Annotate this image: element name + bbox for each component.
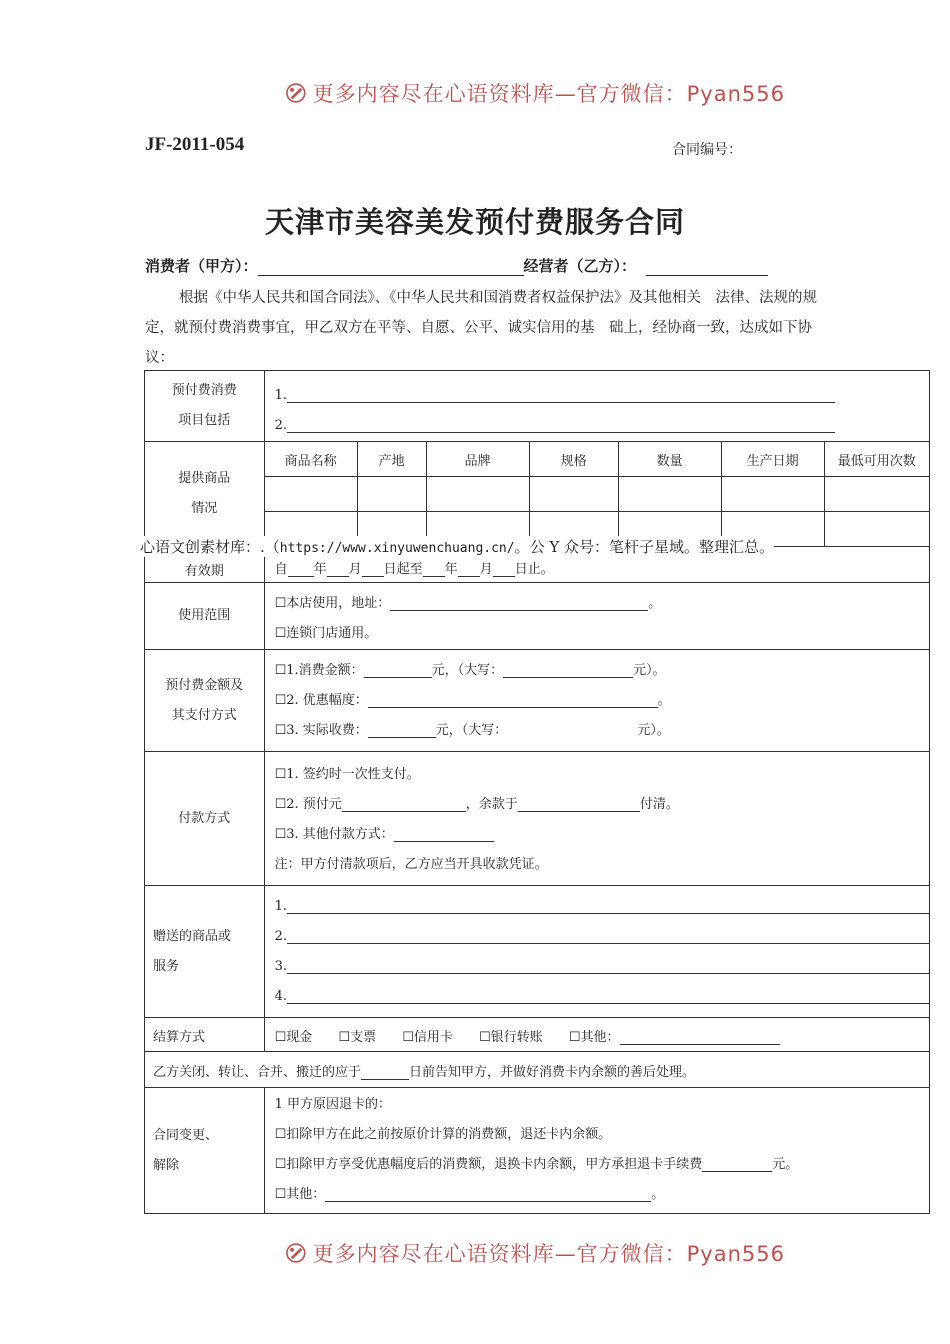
validity-start-day[interactable] <box>362 562 384 577</box>
operator-field[interactable] <box>646 261 768 276</box>
checkbox[interactable]: ☐ <box>568 1030 581 1045</box>
row-prepaid-items: 预付费消费 项目包括 1. 2. <box>145 371 930 442</box>
consume-amount-field[interactable] <box>364 663 432 678</box>
page-title: 天津市美容美发预付费服务合同 <box>264 205 685 239</box>
pen-logo-icon <box>285 76 307 110</box>
contract-table <box>144 370 930 1214</box>
banner-text: 更多内容尽在心语资料库—官方微信：Pyan556 <box>312 82 785 106</box>
watermark-line: 心语文创素材库：.（https://www.xinyuwenchuang.cn/。公 Y 众号：笔杆子星域。整理汇总。 <box>140 538 775 556</box>
top-banner <box>285 73 785 113</box>
refund-fee-field[interactable] <box>702 1157 772 1172</box>
goods-cell[interactable] <box>824 477 929 512</box>
balance-date-field[interactable] <box>518 797 640 812</box>
bottom-banner <box>285 1233 785 1273</box>
row-settlement: 结算方式 ☐现金 ☐支票 ☐信用卡 ☐银行转账 ☐其他： <box>145 1018 930 1052</box>
goods-cell[interactable] <box>357 477 426 512</box>
checkbox[interactable]: ☐ <box>274 767 287 782</box>
prepaid-item-1-field[interactable] <box>287 388 835 403</box>
checkbox[interactable]: ☐ <box>274 1187 287 1202</box>
pen-logo-icon <box>285 1236 307 1270</box>
scope-label: 使用范围 <box>145 583 265 650</box>
gift-2-field[interactable] <box>287 929 929 944</box>
goods-header: 产地 <box>357 442 426 477</box>
consume-amount-capital-field[interactable] <box>503 663 633 678</box>
operator-label: 经营者（乙方）： <box>523 257 637 275</box>
validity-start-year[interactable] <box>288 562 314 577</box>
goods-cell[interactable] <box>618 477 721 512</box>
checkbox[interactable]: ☐ <box>274 596 287 611</box>
goods-header: 商品名称 <box>265 442 358 477</box>
amount-label: 预付费金额及 其支付方式 <box>145 650 265 752</box>
checkbox[interactable]: ☐ <box>274 797 287 812</box>
prepaid-items-label: 预付费消费 项目包括 <box>145 371 265 442</box>
gift-1-field[interactable] <box>287 899 929 914</box>
checkbox[interactable]: ☐ <box>274 693 287 708</box>
gifts-label: 赠送的商品或 服务 <box>145 886 265 1018</box>
goods-header: 数量 <box>618 442 721 477</box>
prepaid-item-2-field[interactable] <box>287 418 835 433</box>
validity-end-day[interactable] <box>493 562 515 577</box>
checkbox[interactable]: ☐ <box>338 1030 351 1045</box>
goods-header: 品牌 <box>426 442 529 477</box>
goods-label: 提供商品 情况 <box>145 442 265 547</box>
goods-header: 最低可用次数 <box>824 442 929 477</box>
settlement-label: 结算方式 <box>145 1018 265 1052</box>
checkbox[interactable]: ☐ <box>479 1030 491 1045</box>
row-closure: 乙方关闭、转让、合并、搬迁的应于 日前告知甲方，并做好消费卡内余额的善后处理。 <box>145 1052 930 1088</box>
payment-label: 付款方式 <box>145 752 265 886</box>
prepay-amount-field[interactable] <box>342 797 466 812</box>
checkbox[interactable]: ☐ <box>402 1030 414 1045</box>
checkbox[interactable]: ☐ <box>274 1157 287 1172</box>
checkbox[interactable]: ☐ <box>274 626 287 641</box>
store-address-field[interactable] <box>390 596 648 611</box>
row-amount: 预付费金额及 其支付方式 ☐1.消费金额： 元，（大写： 元）。 ☐2. 优惠幅度： 。 ☐3. 实际收费： 元，（大写： 元）。 <box>145 650 930 752</box>
intro-paragraph: 根据《中华人民共和国合同法》、《中华人民共和国消费者权益保护法》及其他相关 法律、法规的规定，就预付费消费事宜，甲乙双方在平等、自愿、公平、诚实信用的基 础上，经协商一致，达成如下协议： <box>145 290 817 366</box>
goods-cell[interactable] <box>529 477 618 512</box>
row-payment: 付款方式 ☐1. 签约时一次性支付。 ☐2. 预付元 ，余款于 付清。 ☐3. 其他付款方式： 注：甲方付清款项后，乙方应当开具收款凭证。 <box>145 752 930 886</box>
watermark-url[interactable]: https://www.xinyuwenchuang.cn/ <box>279 541 515 556</box>
gift-3-field[interactable] <box>287 959 929 974</box>
consumer-label: 消费者（甲方）： <box>145 257 258 275</box>
discount-field[interactable] <box>368 693 658 708</box>
checkbox[interactable]: ☐ <box>274 663 287 678</box>
row-validity: 有效期 自 年 月 日起至 年 月 日止。 <box>145 547 930 583</box>
gift-4-field[interactable] <box>287 989 929 1004</box>
checkbox[interactable]: ☐ <box>274 1030 287 1045</box>
checkbox[interactable]: ☐ <box>274 723 287 738</box>
row-goods <box>145 442 930 547</box>
change-label: 合同变更、 解除 <box>145 1088 265 1214</box>
goods-cell[interactable] <box>265 477 358 512</box>
parties-line <box>145 255 768 276</box>
goods-cell[interactable] <box>426 477 529 512</box>
goods-cell[interactable] <box>721 477 824 512</box>
notice-days-field[interactable] <box>361 1065 409 1080</box>
payment-note: 注：甲方付清款项后，乙方应当开具收款凭证。 <box>274 857 548 872</box>
validity-start-month[interactable] <box>327 562 349 577</box>
checkbox[interactable]: ☐ <box>274 827 287 842</box>
goods-cell[interactable] <box>824 512 929 547</box>
validity-end-month[interactable] <box>458 562 480 577</box>
banner-text: 更多内容尽在心语资料库—官方微信：Pyan556 <box>312 1242 785 1266</box>
contract-number-label: 合同编号： <box>672 142 742 158</box>
goods-header: 生产日期 <box>721 442 824 477</box>
document-code: JF-2011-054 <box>145 134 245 155</box>
checkbox[interactable]: ☐ <box>274 1127 287 1142</box>
row-scope: 使用范围 ☐本店使用，地址： 。 ☐连锁门店通用。 <box>145 583 930 650</box>
other-payment-field[interactable] <box>394 827 494 842</box>
other-change-field[interactable] <box>325 1187 651 1202</box>
consumer-field[interactable] <box>258 261 524 276</box>
goods-header: 规格 <box>529 442 618 477</box>
actual-charge-field[interactable] <box>368 723 436 738</box>
goods-table <box>265 442 929 546</box>
row-gifts: 赠送的商品或 服务 1. 2. 3. 4. <box>145 886 930 1018</box>
other-settlement-field[interactable] <box>620 1030 780 1045</box>
validity-label: 有效期 <box>145 547 265 583</box>
validity-end-year[interactable] <box>423 562 445 577</box>
row-change: 合同变更、 解除 1 甲方原因退卡的： ☐扣除甲方在此之前按原价计算的消费额，退还卡内余额。 ☐扣除甲方享受优惠幅度后的消费额，退换卡内余额，甲方承担退卡手续费 元。 ☐其他： 。 <box>145 1088 930 1214</box>
